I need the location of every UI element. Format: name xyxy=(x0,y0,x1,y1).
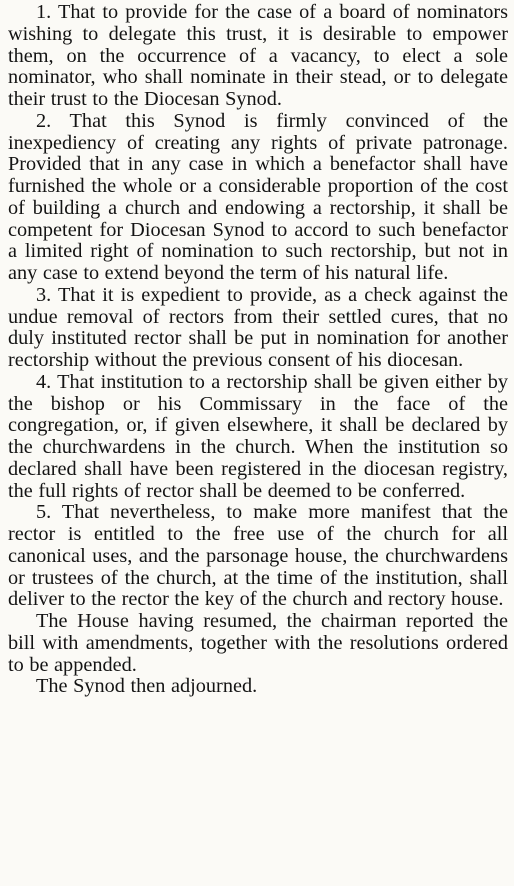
resolution-5: 5. That nevertheless, to make more manifest that the rector is entitled to the free use of the church for all canonical uses, and the parsonage house, the churchwardens or trustees of the church, at the time of the institution, shall deliver to the rector the key of the church and rectory house. xyxy=(8,501,508,611)
resolution-4: 4. That institution to a rectorship shall be given either by the bishop or his Commissary in the face of the congregation, or, if given elsewhere, it shall be declared by the churchwardens in the church. When the institution so declared shall have been registered in the diocesan registry, the full rights of rector shall be deemed to be conferred. xyxy=(8,370,508,502)
resolution-2: 2. That this Synod is firmly convinced of the inexpediency of creating any rights of private patronage. Provided that in any case in which a benefactor shall have furnished the whole or a considerable proportion of the cost of building a church and endowing a rectorship, it shall be competent for Diocesan Synod to accord to such benefactor a limited right of nomination to such rectorship, but not in any case to extend beyond the term of his natural life. xyxy=(8,109,508,284)
house-resumed-paragraph: The House having resumed, the chairman reported the bill with amendments, together with the resolutions ordered to be appended. xyxy=(8,610,508,676)
text-column xyxy=(8,2,508,698)
synod-adjourned-paragraph: The Synod then adjourned. xyxy=(36,675,258,698)
resolution-3: 3. That it is expedient to provide, as a check against the undue removal of rectors from their settled cures, that no duly instituted rector shall be put in nomination for another rectorship without the previous consent of his diocesan. xyxy=(8,283,508,371)
resolution-1: 1. That to provide for the case of a board of nominators wishing to delegate this trust, it is desirable to empower them, on the occurrence of a vacancy, to elect a sole nominator, who shall nominate in their stead, or to delegate their trust to the Diocesan Synod. xyxy=(8,1,508,110)
